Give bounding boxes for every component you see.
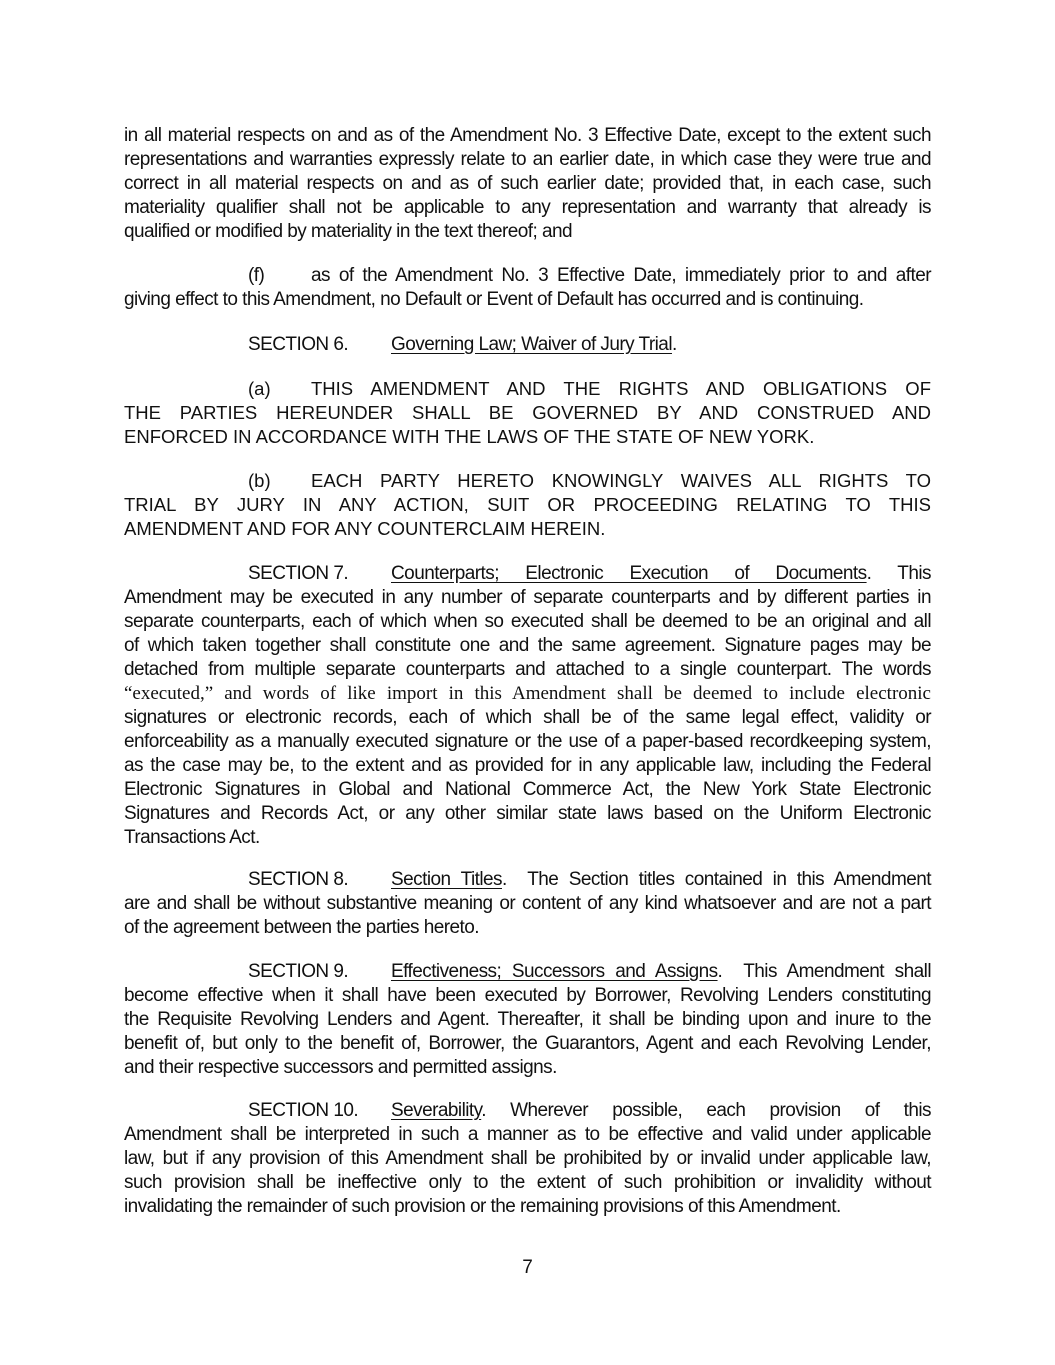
text-line (248, 469, 931, 493)
section-title-period: . (671, 334, 677, 355)
text-line: signatures or electronic records, each of which shall be of the same legal effect, validity or (124, 707, 931, 728)
text-line: separate counterparts, each of which when so executed shall be deemed to be an original and all (124, 611, 931, 632)
text-line: enforceability as a manually executed signature or the use of a paper-based recordkeeping system, (124, 731, 931, 752)
clause-marker: (f) (248, 265, 265, 286)
text-line: are and shall be without substantive meaning or content of any kind whatsoever and are not a part (124, 893, 931, 914)
text-line: AMENDMENT AND FOR ANY COUNTERCLAIM HEREIN. (124, 518, 606, 539)
section-title-period: . (481, 1100, 486, 1121)
section-10-heading (248, 1099, 931, 1123)
section-title-period: . (717, 961, 723, 982)
section-title-period: . (501, 869, 507, 890)
text-line: THE PARTIES HEREUNDER SHALL BE GOVERNED BY AND CONSTRUED AND (124, 402, 931, 423)
text-line: “executed,” and words of like import in this Amendment shall be deemed to include electronic (124, 683, 931, 704)
text-line: become effective when it shall have been executed by Borrower, Revolving Lenders constituting (124, 985, 931, 1006)
section-title-period: . (866, 563, 872, 584)
clause-marker: (b) (248, 470, 271, 491)
text-line: correct in all material respects on and as of such earlier date; provided that, in each case, such (124, 173, 931, 194)
text-line: qualified or modified by materiality in the text thereof; and (124, 221, 573, 242)
page-number: 7 (522, 1257, 533, 1278)
section-title: Section Titles (391, 869, 502, 890)
text-line (248, 377, 931, 401)
text-line: in all material respects on and as of the Amendment No. 3 Effective Date, except to the extent such (124, 125, 931, 146)
clause-marker: (a) (248, 378, 271, 399)
section-number: SECTION 10. (248, 1100, 359, 1121)
text-line: law, but if any provision of this Amendment shall be prohibited by or invalid under applicable law, (124, 1148, 931, 1169)
section-6-heading (248, 333, 931, 357)
text-line: invalidating the remainder of such provision or the remaining provisions of this Amendment. (124, 1196, 841, 1217)
section-number: SECTION 9. (248, 961, 349, 982)
text-line: representations and warranties expressly relate to an earlier date, in which case they were true and (124, 149, 931, 170)
text-line: and their respective successors and permitted assigns. (124, 1057, 557, 1078)
text-line (248, 264, 931, 288)
section-text: This Amendment shall (743, 961, 931, 982)
section-9-heading (248, 960, 931, 984)
text-line: as the case may be, to the extent and as provided for in any applicable law, including the Federal (124, 755, 931, 776)
section-text: This (897, 563, 931, 584)
text-line: Electronic Signatures in Global and National Commerce Act, the New York State Electronic (124, 779, 931, 800)
section-number: SECTION 7. (248, 563, 349, 584)
clause-text: THIS AMENDMENT AND THE RIGHTS AND OBLIGATIONS OF (311, 378, 931, 399)
text-line: detached from multiple separate counterparts and attached to a single counterpart. The words (124, 659, 931, 680)
section-title: Effectiveness; Successors and Assigns (391, 961, 718, 982)
section-8-heading (248, 868, 931, 892)
section-title: Counterparts; Electronic Execution of Documents (391, 563, 867, 584)
text-line: Signatures and Records Act, or any other similar state laws based on the Uniform Electronic (124, 803, 931, 824)
text-line: of the agreement between the parties hereto. (124, 917, 479, 938)
clause-text: EACH PARTY HERETO KNOWINGLY WAIVES ALL RIGHTS TO (311, 470, 931, 491)
text-line: ENFORCED IN ACCORDANCE WITH THE LAWS OF THE STATE OF NEW YORK. (124, 426, 815, 447)
clause-text: as of the Amendment No. 3 Effective Date, immediately prior to and after (311, 265, 931, 286)
section-text: Wherever possible, each provision of this (510, 1100, 932, 1121)
section-title: Governing Law; Waiver of Jury Trial (391, 334, 672, 355)
text-line: giving effect to this Amendment, no Default or Event of Default has occurred and is continuing. (124, 289, 864, 310)
text-line: materiality qualifier shall not be applicable to any representation and warranty that already is (124, 197, 931, 218)
section-title: Severability (391, 1100, 482, 1121)
section-number: SECTION 8. (248, 869, 349, 890)
section-text: The Section titles contained in this Amendment (527, 869, 931, 890)
text-line: such provision shall be ineffective only to the extent of such prohibition or invalidity without (124, 1172, 931, 1193)
text-line: Amendment may be executed in any number of separate counterparts and by different parties in (124, 587, 931, 608)
text-line: the Requisite Revolving Lenders and Agent. Thereafter, it shall be binding upon and inure to the (124, 1009, 931, 1030)
text-line: TRIAL BY JURY IN ANY ACTION, SUIT OR PROCEEDING RELATING TO THIS (124, 494, 931, 515)
section-number: SECTION 6. (248, 334, 349, 355)
text-line: Amendment shall be interpreted in such a manner as to be effective and valid under applicable (124, 1124, 931, 1145)
text-line: of which taken together shall constitute one and the same agreement. Signature pages may be (124, 635, 931, 656)
text-line: benefit of, but only to the benefit of, Borrower, the Guarantors, Agent and each Revolving Lender, (124, 1033, 931, 1054)
section-7-heading (248, 562, 931, 586)
text-line: Transactions Act. (124, 827, 260, 848)
